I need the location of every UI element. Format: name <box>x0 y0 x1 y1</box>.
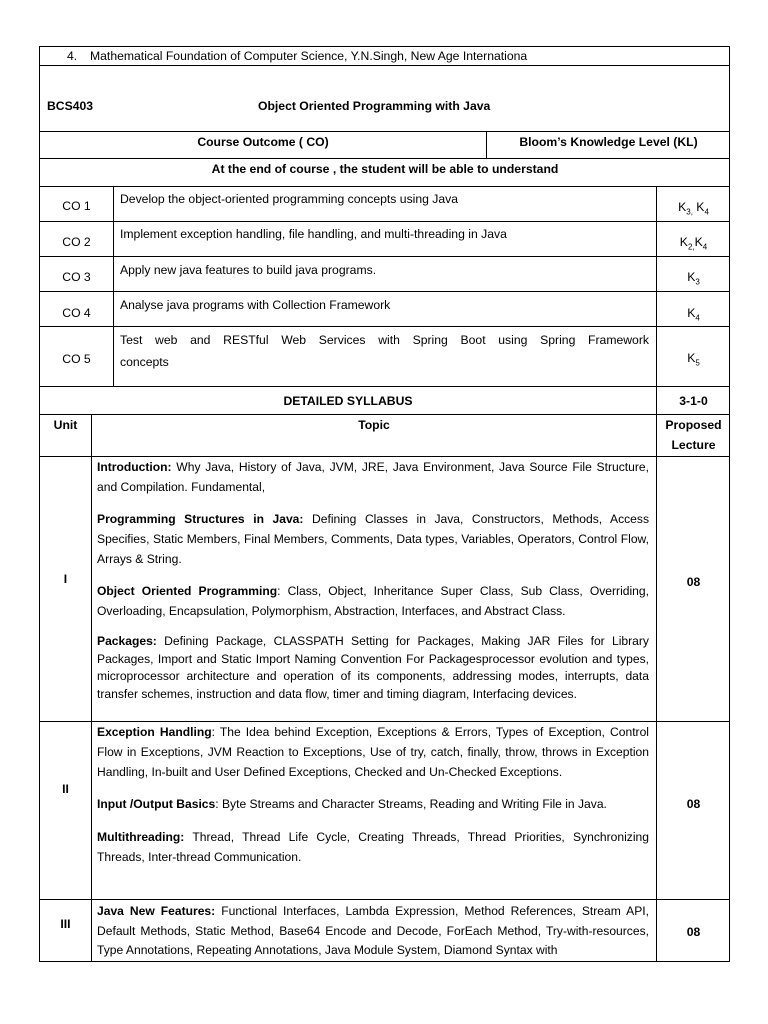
co-col-divider <box>113 292 114 327</box>
co-text: Implement exception handling, file handling, and multi-threading in Java <box>120 227 507 241</box>
co-id: CO 2 <box>62 235 91 249</box>
co-col-divider <box>113 257 114 292</box>
co-text: Develop the object-oriented programming concepts using Java <box>120 192 459 206</box>
co-col-divider <box>113 222 114 257</box>
co-header-row <box>39 131 730 159</box>
co-row <box>39 256 730 292</box>
unit-lectures: 08 <box>686 575 701 589</box>
section-title: Introduction: <box>97 460 172 474</box>
reference-text: Mathematical Foundation of Computer Science, Y.N.Singh, New Age Internationa <box>90 49 528 63</box>
section-body: : Byte Streams and Character Streams, Reading and Writing File in Java. <box>215 797 607 811</box>
col-lecture-line-2: Lecture <box>671 438 716 452</box>
section-title: Programming Structures in Java: <box>97 512 304 526</box>
co-text-line-2: concepts <box>120 355 169 369</box>
section-title: Object Oriented Programming <box>97 584 278 598</box>
co-subheader-row <box>39 158 730 187</box>
co-kl: $K_3$ <box>687 270 700 287</box>
section-title: Java New Features: <box>97 904 216 918</box>
unit-row <box>39 899 730 962</box>
unit-row <box>39 721 730 900</box>
unit-topic <box>97 900 649 962</box>
co-row <box>39 221 730 257</box>
topic-section <box>97 581 649 621</box>
section-title: Multithreading: <box>97 830 185 844</box>
section-title: Exception Handling <box>97 725 212 739</box>
co-row <box>39 326 730 387</box>
course-code: BCS403 <box>47 99 94 113</box>
topic-section <box>97 722 649 782</box>
topic-section <box>97 457 649 497</box>
col-lecture-line-1: Proposed <box>665 418 722 432</box>
unit-row <box>39 456 730 722</box>
section-body: Defining Package, CLASSPATH Setting for Packages, Making JAR Files for Library Packages, Import and Static Import Naming Convention For Packagesprocessor evolution and types, microprocessor architecture and operation of its components, addressing modes, interrupts, data transfer schemes, instruction and data flow, timer and timing diagram, Interfacing devices. <box>97 634 649 701</box>
co-row <box>39 291 730 327</box>
unit-topic <box>97 457 649 722</box>
unit-divider <box>91 457 92 722</box>
co-text-line-1: Test web and RESTful Web Services with Spring Boot using Spring Framework <box>120 333 649 347</box>
unit-divider <box>91 722 92 900</box>
section-body: Thread, Thread Life Cycle, Creating Threads, Thread Priorities, Synchronizing Threads, Inter-thread Communication. <box>97 830 649 864</box>
co-id: CO 5 <box>62 352 91 366</box>
reference-number: 4. <box>67 49 78 63</box>
section-body: : The Idea behind Exception, Exceptions & Errors, Types of Exception, Control Flow in Exceptions, JVM Reaction to Exceptions, Use of try, catch, finally, throw, throws in Exception Handling, In-built and User Defined Exceptions, Checked and Un-Checked Exceptions. <box>97 725 649 779</box>
section-title: Packages: <box>97 634 157 648</box>
topic-section <box>97 509 649 569</box>
syllabus-heading: DETAILED SYLLABUS <box>283 394 413 408</box>
unit-lectures: 08 <box>686 797 701 811</box>
co-row <box>39 186 730 222</box>
co-header-label: Course Outcome ( CO) <box>197 135 329 149</box>
syllabus-heading-row <box>39 386 730 415</box>
kl-header-label: Bloom’s Knowledge Level (KL) <box>519 135 698 149</box>
syllabus-credits: 3-1-0 <box>679 394 708 408</box>
co-col-divider <box>113 327 114 387</box>
co-kl: $K_4$ <box>687 306 700 323</box>
co-kl: $K_{2,}K_4$ <box>679 235 708 252</box>
course-header-row <box>39 65 730 132</box>
unit-number: III <box>60 917 71 931</box>
topic-section <box>97 902 649 961</box>
topic-section <box>97 827 649 867</box>
section-body: Defining Classes in Java, Constructors, Methods, Access Specifies, Static Members, Final Members, Comments, Data types, Variables, Operators, Control Flow, Arrays & String. <box>97 512 649 566</box>
topic-section <box>97 633 649 703</box>
unit-topic <box>97 722 649 900</box>
co-text: Analyse java programs with Collection Framework <box>120 298 391 312</box>
section-body: : Class, Object, Inheritance Super Class, Sub Class, Overriding, Overloading, Encapsulation, Polymorphism, Abstraction, Interfaces, and Abstract Class. <box>97 584 649 618</box>
co-kl: $K_{3,}$ $K_4$ <box>678 200 709 217</box>
co-kl: $K_5$ <box>687 351 700 368</box>
unit-number: II <box>62 782 69 796</box>
co-id: CO 3 <box>62 270 91 284</box>
unit-divider <box>91 900 92 962</box>
syllabus-columns-row <box>39 414 730 457</box>
course-title: Object Oriented Programming with Java <box>258 99 491 113</box>
co-text: Apply new java features to build java programs. <box>120 263 377 277</box>
reference-row <box>39 46 730 66</box>
co-id: CO 4 <box>62 306 91 320</box>
co-id: CO 1 <box>62 199 91 213</box>
unit-number: I <box>63 572 68 586</box>
unit-lectures: 08 <box>686 925 701 939</box>
co-col-divider <box>113 187 114 222</box>
col-unit: Unit <box>53 418 78 432</box>
section-body: Why Java, History of Java, JVM, JRE, Java Environment, Java Source File Structure, and Compilation. Fundamental, <box>97 460 649 494</box>
co-subheader: At the end of course , the student will be able to understand <box>211 162 559 176</box>
section-body: Functional Interfaces, Lambda Expression, Method References, Stream API, Default Methods, Static Method, Base64 Encode and Decode, ForEach Method, Try-with-resources, Type Annotations, Repeating Annotations, Java Module System, Diamond Syntax with <box>97 904 649 957</box>
section-title: Input /Output Basics <box>97 797 216 811</box>
topic-section <box>97 794 649 814</box>
col-topic: Topic <box>358 418 390 432</box>
